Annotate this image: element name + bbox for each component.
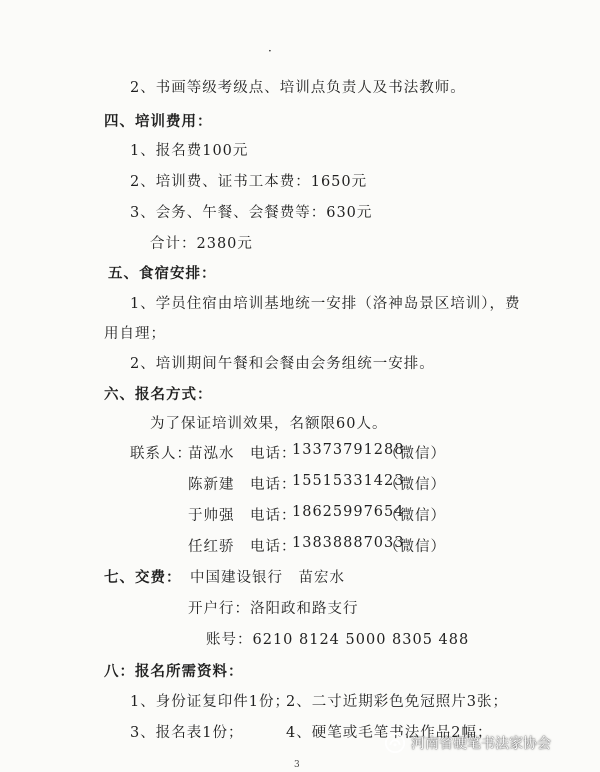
contact-name: 任红骄 — [188, 539, 235, 555]
watermark-text: 河南省硬笔书法家协会 — [411, 736, 551, 752]
section-5-heading: 五、食宿安排： — [108, 266, 217, 282]
fee-item-3: 3、会务、午餐、会餐费等：630元 — [130, 205, 373, 221]
bank-name: 中国建设银行 苗宏水 — [190, 570, 345, 586]
phone-label: 电话： — [250, 446, 297, 462]
contact-label: 联系人： — [130, 446, 192, 462]
phone-number: 13838887033 — [292, 535, 405, 551]
section-4-heading: 四、培训费用： — [104, 114, 213, 130]
fee-item-1: 1、报名费100元 — [130, 143, 249, 159]
fee-item-2: 2、培训费、证书工本费：1650元 — [130, 174, 368, 190]
bank-account: 账号：6210 8124 5000 8305 488 — [206, 632, 470, 648]
section-8-heading: 八：报名所需资料： — [104, 664, 244, 680]
material-item-3: 3、报名表1份； — [130, 725, 244, 741]
watermark — [384, 732, 551, 754]
phone-number: 15515331423 — [292, 473, 405, 489]
wechat-official-account-icon — [384, 732, 406, 754]
phone-label: 电话： — [250, 508, 297, 524]
phone-number: 18625997654 — [292, 504, 405, 520]
registration-intro: 为了保证培训效果，名额限60人。 — [150, 416, 388, 432]
wechat-note: （微信） — [384, 446, 446, 462]
phone-label: 电话： — [250, 477, 297, 493]
item-educators: 2、书画等级考级点、培训点负责人及书法教师。 — [130, 80, 466, 96]
section-6-heading: 六、报名方式： — [104, 387, 213, 403]
lodging-item-2: 2、培训期间午餐和会餐由会务组统一安排。 — [130, 356, 435, 372]
wechat-note: （微信） — [384, 508, 446, 524]
wechat-note: （微信） — [384, 539, 446, 555]
lodging-item-1-line-2: 用自理； — [104, 326, 166, 342]
material-item-2: 2、二寸近期彩色免冠照片3张； — [286, 694, 508, 710]
contact-name: 陈新建 — [188, 477, 235, 493]
top-mark: · — [268, 44, 272, 58]
phone-number: 13373791288 — [292, 442, 405, 458]
bank-branch: 开户行：洛阳政和路支行 — [188, 601, 359, 617]
fee-total: 合计：2380元 — [150, 236, 253, 252]
phone-label: 电话： — [250, 539, 297, 555]
lodging-item-1-line-1: 1、学员住宿由培训基地统一安排（洛神岛景区培训），费 — [130, 296, 521, 312]
material-item-1: 1、身份证复印件1份； — [130, 694, 290, 710]
page-number: 3 — [294, 760, 300, 770]
material-item-4: 4、硬笔或毛笔书法作品2幅； — [286, 725, 493, 741]
contact-name: 于帅强 — [188, 508, 235, 524]
wechat-note: （微信） — [384, 477, 446, 493]
contact-name: 苗泓水 — [188, 446, 235, 462]
section-7-heading: 七、交费： — [104, 570, 182, 586]
